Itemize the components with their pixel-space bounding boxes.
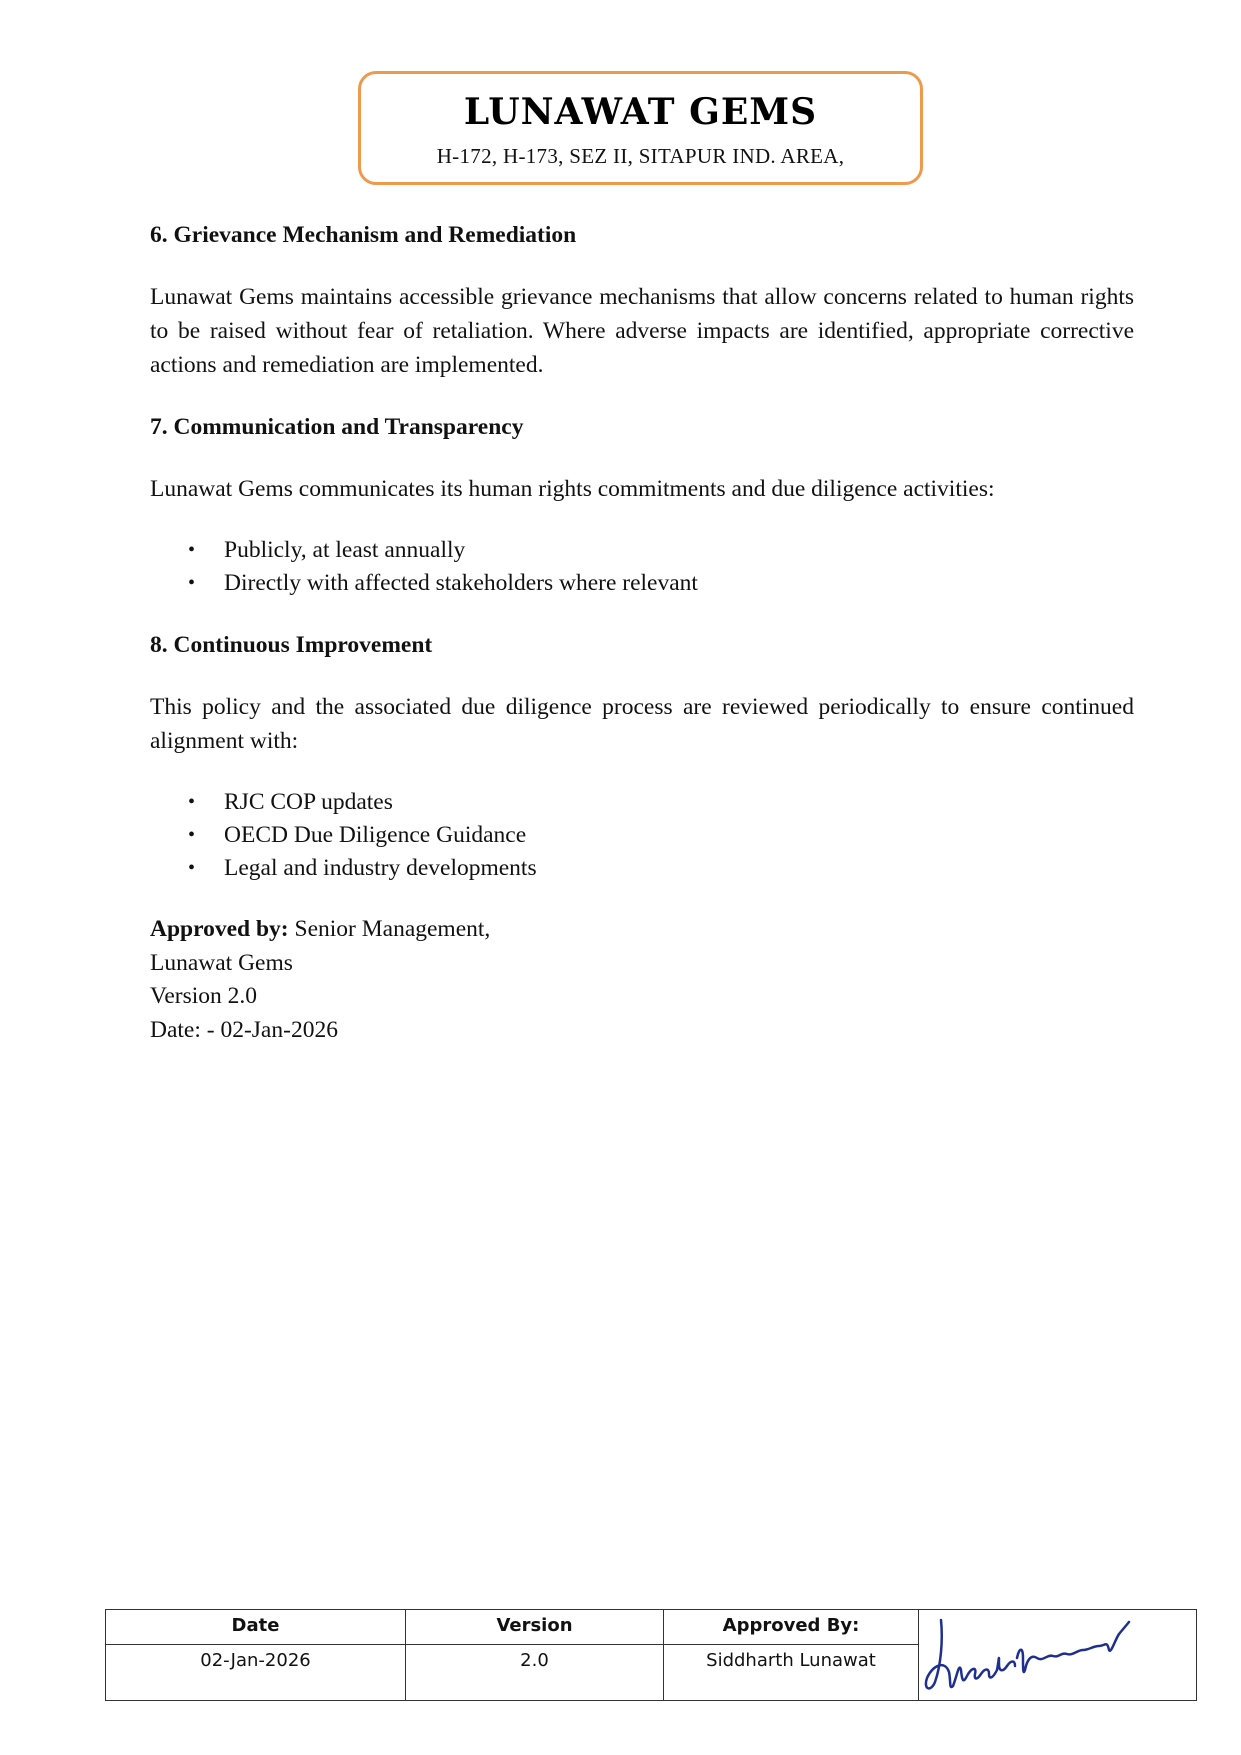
header-version: Version <box>406 1610 664 1645</box>
bullet-icon: • <box>188 857 196 879</box>
list-item <box>150 819 1134 852</box>
cell-version: 2.0 <box>406 1645 664 1701</box>
bullet-icon: • <box>188 824 196 846</box>
approved-by-value: Senior Management, <box>288 916 491 942</box>
cell-approved-by: Siddharth Lunawat <box>664 1645 919 1701</box>
list-item <box>150 852 1134 885</box>
improvement-bullet-list <box>150 786 1134 885</box>
document-body <box>150 218 1134 1047</box>
approval-company: Lunawat Gems <box>150 949 293 976</box>
approval-block <box>150 913 1134 1047</box>
bullet-icon: • <box>188 572 196 594</box>
list-item-text: Legal and industry developments <box>224 855 537 881</box>
approval-date: Date: - 02-Jan-2026 <box>150 1016 338 1043</box>
approval-version: Version 2.0 <box>150 983 258 1009</box>
bullet-icon: • <box>188 539 196 561</box>
table-header-row <box>106 1610 1197 1645</box>
company-name: LUNAWAT GEMS <box>463 91 818 133</box>
list-item <box>150 567 1134 600</box>
section-heading-grievance: 6. Grievance Mechanism and Remediation <box>150 222 577 248</box>
communication-bullet-list <box>150 534 1134 600</box>
signature-icon <box>919 1610 1196 1700</box>
section-paragraph-improvement: This policy and the associated due diligence process are reviewed periodically to ensure continued alignment with: <box>150 694 1134 754</box>
bullet-icon: • <box>188 791 196 813</box>
section-heading-improvement: 8. Continuous Improvement <box>150 632 433 658</box>
company-address: H-172, H-173, SEZ II, SITAPUR IND. AREA, <box>436 144 845 168</box>
letterhead-box <box>358 71 923 185</box>
cell-date: 02-Jan-2026 <box>106 1645 406 1701</box>
header-approved-by: Approved By: <box>664 1610 919 1645</box>
section-paragraph-communication: Lunawat Gems communicates its human rights commitments and due diligence activities: <box>150 476 995 502</box>
signature-cell <box>919 1610 1197 1701</box>
section-heading-communication: 7. Communication and Transparency <box>150 414 524 440</box>
section-paragraph-grievance: Lunawat Gems maintains accessible grievance mechanisms that allow concerns related to human rights to be raised without fear of retaliation. Where adverse impacts are identified, appropriate corrective actions and remediation are implemented. <box>150 284 1134 378</box>
approved-by-label: Approved by: <box>150 916 289 942</box>
header-date: Date <box>106 1610 406 1645</box>
list-item-text: Directly with affected stakeholders where relevant <box>224 570 698 596</box>
list-item-text: Publicly, at least annually <box>224 537 466 563</box>
list-item <box>150 786 1134 819</box>
list-item-text: OECD Due Diligence Guidance <box>224 822 527 848</box>
list-item-text: RJC COP updates <box>224 789 393 815</box>
document-control-table <box>105 1609 1197 1701</box>
list-item <box>150 534 1134 567</box>
approved-by-line <box>150 913 1134 947</box>
